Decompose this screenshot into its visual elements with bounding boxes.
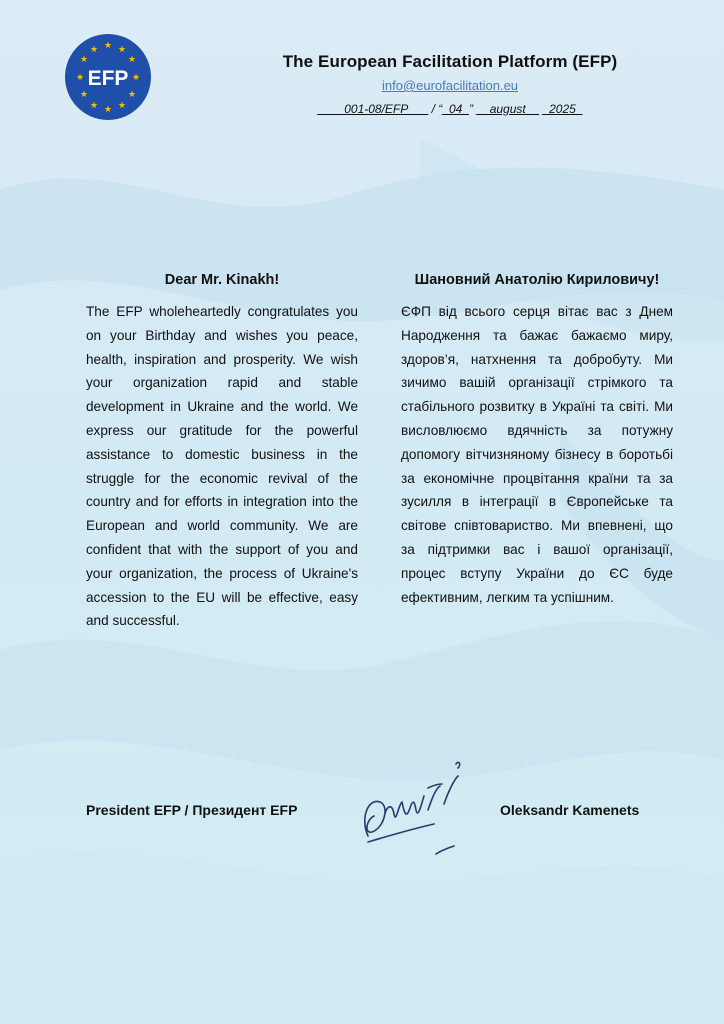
svg-text:★: ★ <box>89 100 99 110</box>
svg-text:★: ★ <box>117 44 127 54</box>
svg-text:★: ★ <box>79 89 89 99</box>
svg-text:★: ★ <box>103 104 113 114</box>
letterhead <box>260 52 640 116</box>
ukrainian-column <box>401 272 673 609</box>
svg-text:★: ★ <box>103 40 113 50</box>
reference-day: _04_ <box>442 102 469 116</box>
efp-logo <box>64 33 152 121</box>
email-link[interactable]: info@eurofacilitation.eu <box>381 78 519 93</box>
svg-text:★: ★ <box>127 54 137 64</box>
english-body: The EFP wholeheartedly congratulates you on your Birthday and wishes you peace, health, inspiration and prosperity. We wish your organization rapid and stable development in Ukraine and the world. We express our gratitude for the powerful assistance to domestic business in the struggle for the economic revival of the country and for efforts in integration into the European and world community. We are confident that with the support of you and your organization, the process of Ukraine's accession to the EU will be effective, easy and successful. <box>86 304 358 629</box>
english-column <box>86 272 358 633</box>
reference-number: ____001-08/EFP___ <box>317 102 429 116</box>
svg-text:★: ★ <box>117 100 127 110</box>
reference-close-quote: ” <box>469 102 473 116</box>
signatory-title: President EFP / Президент EFP <box>86 802 298 818</box>
svg-text:★: ★ <box>79 54 89 64</box>
svg-text:★: ★ <box>127 89 137 99</box>
reference-line <box>260 102 640 116</box>
svg-text:★: ★ <box>131 72 141 82</box>
reference-separator: / “ <box>428 102 443 116</box>
logo-text: EFP <box>87 67 129 90</box>
english-greeting: Dear Mr. Kinakh! <box>164 272 280 288</box>
reference-year: _2025_ <box>542 102 583 116</box>
reference-month: __august__ <box>476 102 540 116</box>
svg-text:★: ★ <box>75 72 85 82</box>
handwritten-signature <box>358 758 470 858</box>
svg-text:★: ★ <box>89 44 99 54</box>
signatory-name: Oleksandr Kamenets <box>500 802 640 818</box>
organization-title: The European Facilitation Platform (EFP) <box>282 52 618 71</box>
ukrainian-greeting: Шановний Анатолію Кириловичу! <box>414 272 660 288</box>
ukrainian-body: ЄФП від всього серця вітає вас з Днем Народження та бажає бажаємо миру, здоров’я, натхнення та добробуту. Ми зичимо вашій організації стрімкого та стабільного розвитку в Україні та світі. Ми висловлюємо вдячність за потужну допомогу вітчизняному бізнесу в боротьбі за економічне процвітання країни та за зусилля в інтеграції в Європейське та світове співтовариство. Ми впевнені, що за підтримки вас і вашої організації, процес вступу України до ЄС буде ефективним, легким та успішним. <box>401 304 673 605</box>
